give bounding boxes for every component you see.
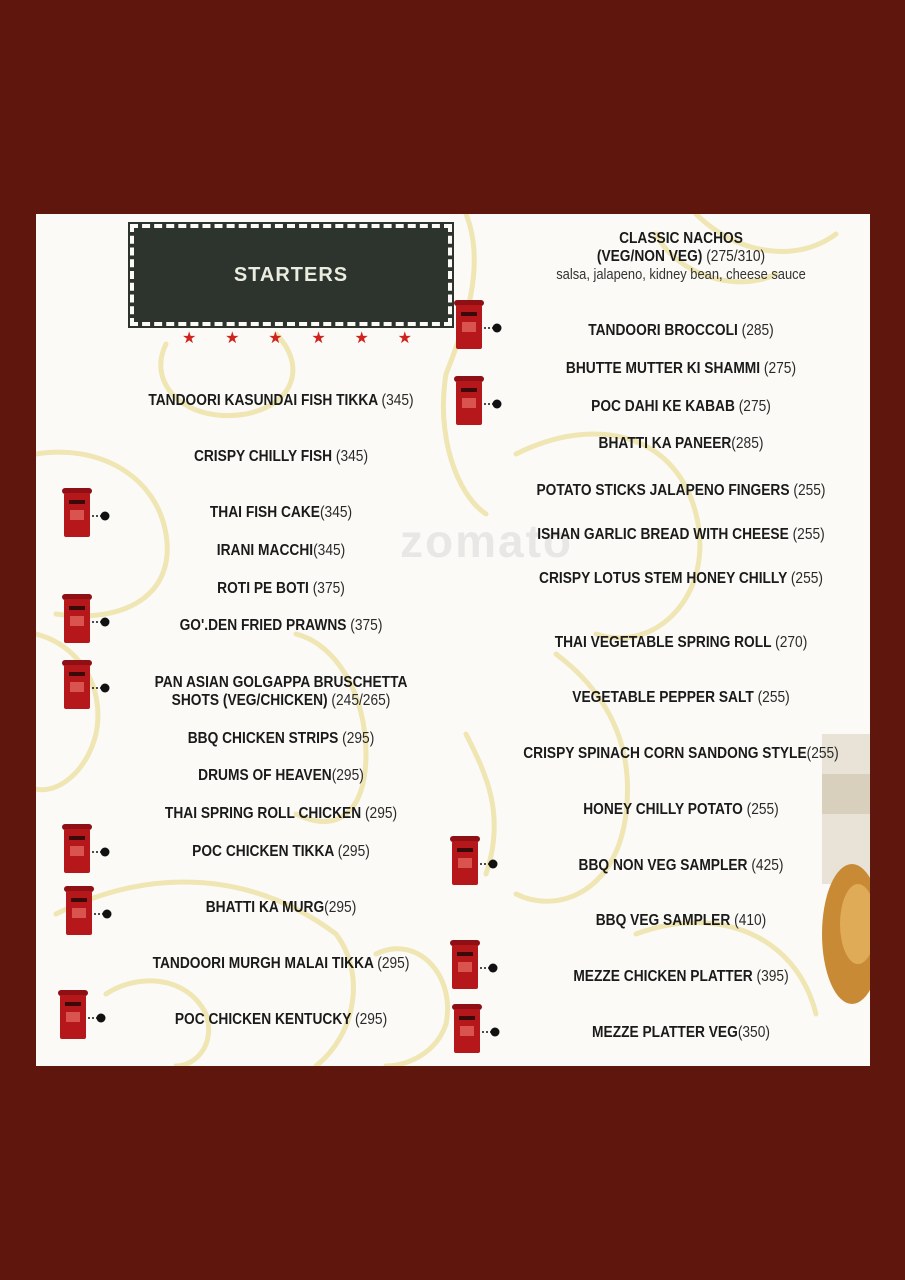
- menu-item: MEZZE PLATTER VEG(350): [592, 1024, 770, 1041]
- menu-item: BHUTTE MUTTER KI SHAMMI (275): [565, 360, 797, 377]
- menu-card: [36, 214, 870, 1066]
- menu-item: GO'.DEN FRIED PRAWNS (375): [179, 617, 383, 634]
- menu-item: PAN ASIAN GOLGAPPA BRUSCHETTA SHOTS (VEG/CHICKEN) (245/265): [154, 674, 408, 709]
- menu-item: CLASSIC NACHOS (VEG/NON VEG) (275/310) salsa, jalapeno, kidney bean, cheese sauce: [556, 230, 806, 283]
- star-icon: ★: [354, 330, 369, 347]
- menu-item: HONEY CHILLY POTATO (255): [583, 801, 779, 818]
- menu-item: BHATTI KA PANEER(285): [598, 435, 764, 452]
- menu-item: POC CHICKEN TIKKA (295): [192, 843, 370, 860]
- menu-item: VEGETABLE PEPPER SALT (255): [572, 689, 790, 706]
- star-icon: ★: [397, 330, 412, 347]
- postbox-icon: [54, 986, 106, 1042]
- menu-item: THAI FISH CAKE(345): [209, 504, 353, 521]
- star-icon: ★: [268, 330, 283, 347]
- postbox-icon: [58, 484, 110, 540]
- postbox-icon: [58, 820, 110, 876]
- menu-item: POC CHICKEN KENTUCKY (295): [174, 1011, 388, 1028]
- postbox-icon: [450, 372, 502, 428]
- star-icon: ★: [225, 330, 240, 347]
- postbox-icon: [446, 832, 498, 888]
- star-icon: ★: [182, 330, 197, 347]
- postbox-icon: [58, 656, 110, 712]
- postbox-icon: [58, 590, 110, 646]
- postbox-icon: [450, 296, 502, 352]
- rating-stars: [182, 328, 412, 348]
- menu-item: BHATTI KA MURG(295): [205, 899, 357, 916]
- star-icon: ★: [311, 330, 326, 347]
- menu-item: ROTI PE BOTI (375): [217, 580, 345, 597]
- watermark: zomato: [400, 515, 573, 567]
- menu-item: CRISPY LOTUS STEM HONEY CHILLY (255): [539, 570, 823, 587]
- menu-item: IRANI MACCHI(345): [216, 542, 346, 559]
- menu-item: POTATO STICKS JALAPENO FINGERS (255): [536, 482, 826, 499]
- menu-item: BBQ VEG SAMPLER (410): [595, 912, 767, 929]
- menu-item: CRISPY CHILLY FISH (345): [193, 448, 369, 465]
- section-title: STARTERS: [233, 263, 349, 286]
- postbox-icon: [446, 936, 498, 992]
- postbox-icon: [448, 1000, 500, 1056]
- menu-item: CRISPY SPINACH CORN SANDONG STYLE(255): [523, 745, 839, 762]
- menu-item: BBQ CHICKEN STRIPS (295): [187, 730, 375, 747]
- menu-item: MEZZE CHICKEN PLATTER (395): [573, 968, 789, 985]
- menu-item: TANDOORI KASUNDAI FISH TIKKA (345): [148, 392, 414, 409]
- menu-item: POC DAHI KE KABAB (275): [591, 398, 771, 415]
- menu-item: ISHAN GARLIC BREAD WITH CHEESE (255): [537, 526, 825, 543]
- menu-item: BBQ NON VEG SAMPLER (425): [578, 857, 784, 874]
- section-heading: [130, 224, 452, 326]
- menu-item: THAI VEGETABLE SPRING ROLL (270): [554, 634, 808, 651]
- menu-item: THAI SPRING ROLL CHICKEN (295): [164, 805, 398, 822]
- menu-item: DRUMS OF HEAVEN(295): [198, 767, 364, 784]
- menu-item: TANDOORI MURGH MALAI TIKKA (295): [152, 955, 410, 972]
- postbox-icon: [60, 882, 112, 938]
- menu-item: TANDOORI BROCCOLI (285): [588, 322, 774, 339]
